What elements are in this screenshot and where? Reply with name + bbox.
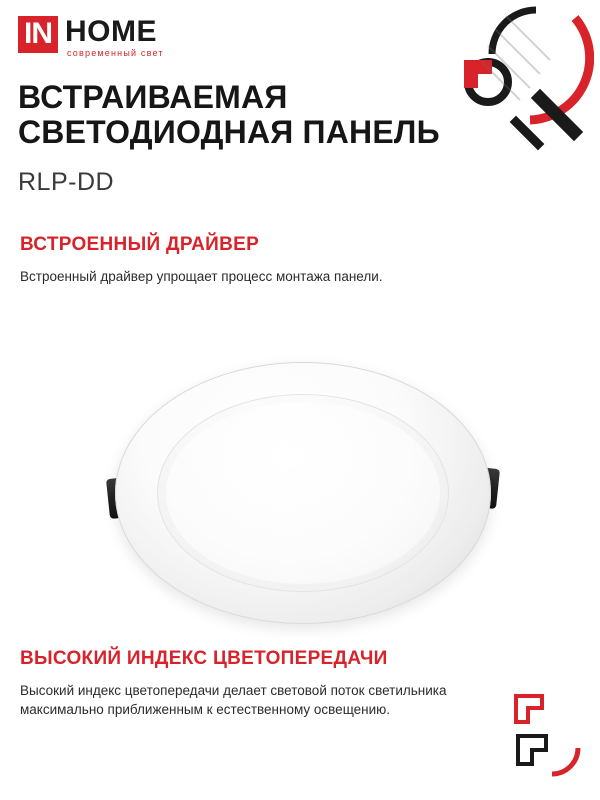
product-image [108,358,498,628]
logo-home-text: HOME [65,15,157,48]
panel-diffuser-inner [166,402,440,584]
product-model: RLP-DD [18,168,115,196]
feature-body: Встроенный драйвер упрощает процесс монтажа панели. [20,269,383,284]
feature-block-cri [20,648,490,719]
feature-body: Высокий индекс цветопередачи делает световой поток светильника максимально приближенным к естественному освещению. [20,683,447,717]
feature-heading: ВСТРОЕННЫЙ ДРАЙВЕР [20,234,260,255]
panel-diffuser [157,394,449,592]
page-title: ВСТРАИВАЕМАЯ СВЕТОДИОДНАЯ ПАНЕЛЬ [18,79,440,150]
logo-home-wrap [65,16,164,58]
bottom-corner-emblem-icon [508,692,586,788]
brand-logo [18,16,164,58]
logo-in-badge: IN [18,16,58,53]
logo-tagline: современный свет [67,48,164,58]
feature-block-driver [20,234,490,286]
feature-heading: ВЫСОКИЙ ИНДЕКС ЦВЕТОПЕРЕДАЧИ [20,648,388,669]
